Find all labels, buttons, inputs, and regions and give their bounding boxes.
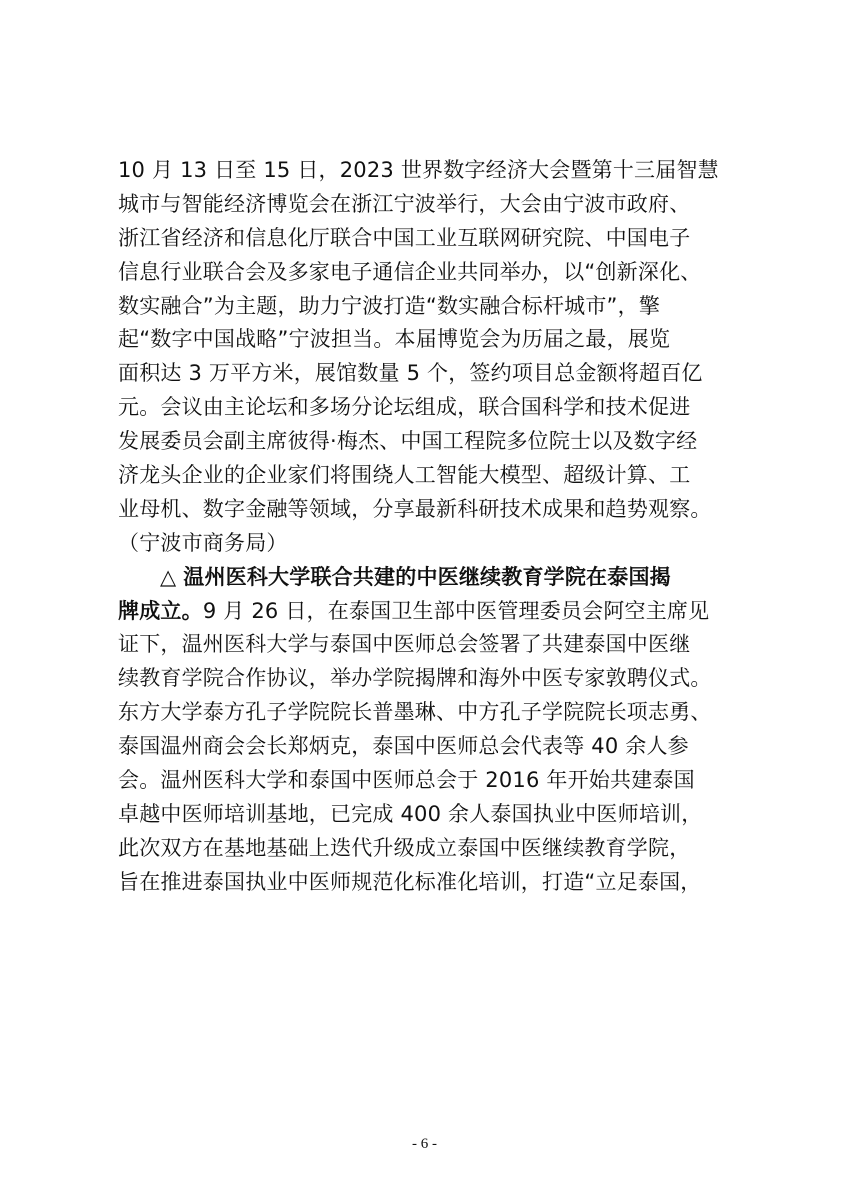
text-line: 证下，温州医科大学与泰国中医师总会签署了共建泰国中医继 [118, 632, 691, 657]
text-line: 东方大学泰方孔子学院院长普墨琳、中方孔子学院院长项志勇、 [118, 700, 712, 725]
text-line: 泰国温州商会会长郑炳克，泰国中医师总会代表等 40 余人参 [118, 734, 689, 759]
text-line: 面积达 3 万平方米，展馆数量 5 个，签约项目总金额将超百亿 [118, 361, 703, 386]
text-line: 会。温州医科大学和泰国中医师总会于 2016 年开始共建泰国 [118, 768, 695, 793]
text-line: 续教育学院合作协议，举办学院揭牌和海外中医专家敦聘仪式。 [118, 666, 712, 691]
text-line: 元。会议由主论坛和多场分论坛组成，联合国科学和技术促进 [118, 395, 691, 420]
triangle-marker-icon: △ [160, 564, 177, 589]
paragraph-wenzhou-medical-university [118, 561, 744, 900]
text-line: 10 月 13 日至 15 日，2023 世界数字经济大会暨第十三届智慧 [118, 158, 719, 182]
text-line: 旨在推进泰国执业中医师规范化标准化培训，打造“立足泰国， [118, 869, 702, 894]
text-line: 此次双方在基地基础上迭代升级成立泰国中医继续教育学院， [118, 835, 691, 860]
headline-text: 温州医科大学联合共建的中医继续教育学院在泰国揭 [183, 564, 671, 589]
headline-text-end: 牌成立。 [118, 598, 203, 623]
page-number: - 6 - [412, 1136, 437, 1152]
headline-line [118, 561, 744, 595]
text-line: 浙江省经济和信息化厅联合中国工业互联网研究院、中国电子 [118, 225, 691, 250]
text-line: 卓越中医师培训基地，已完成 400 余人泰国执业中医师培训， [118, 801, 703, 826]
paragraph-digital-economy-conference [118, 154, 744, 561]
text-line: 城市与智能经济博览会在浙江宁波举行，大会由宁波市政府、 [118, 191, 691, 216]
text-line: 发展委员会副主席彼得·梅杰、中国工程院多位院士以及数字经 [118, 429, 698, 454]
source-attribution: （宁波市商务局） [118, 530, 288, 555]
text-line: 起“数字中国战略”宁波担当。本届博览会为历届之最，展览 [118, 327, 671, 352]
text-segment: 9 月 26 日，在泰国卫生部中医管理委员会阿空主席见 [202, 598, 710, 623]
text-line: 信息行业联合会及多家电子通信企业共同举办，以“创新深化、 [118, 259, 702, 284]
text-line: 业母机、数字金融等领域，分享最新科研技术成果和趋势观察。 [118, 496, 712, 521]
text-line: 济龙头企业的企业家们将围绕人工智能大模型、超级计算、工 [118, 463, 691, 488]
text-line [118, 595, 744, 629]
text-line: 数实融合”为主题，助力宁波打造“数实融合标杆城市”，擎 [118, 293, 661, 318]
document-body [118, 154, 744, 900]
